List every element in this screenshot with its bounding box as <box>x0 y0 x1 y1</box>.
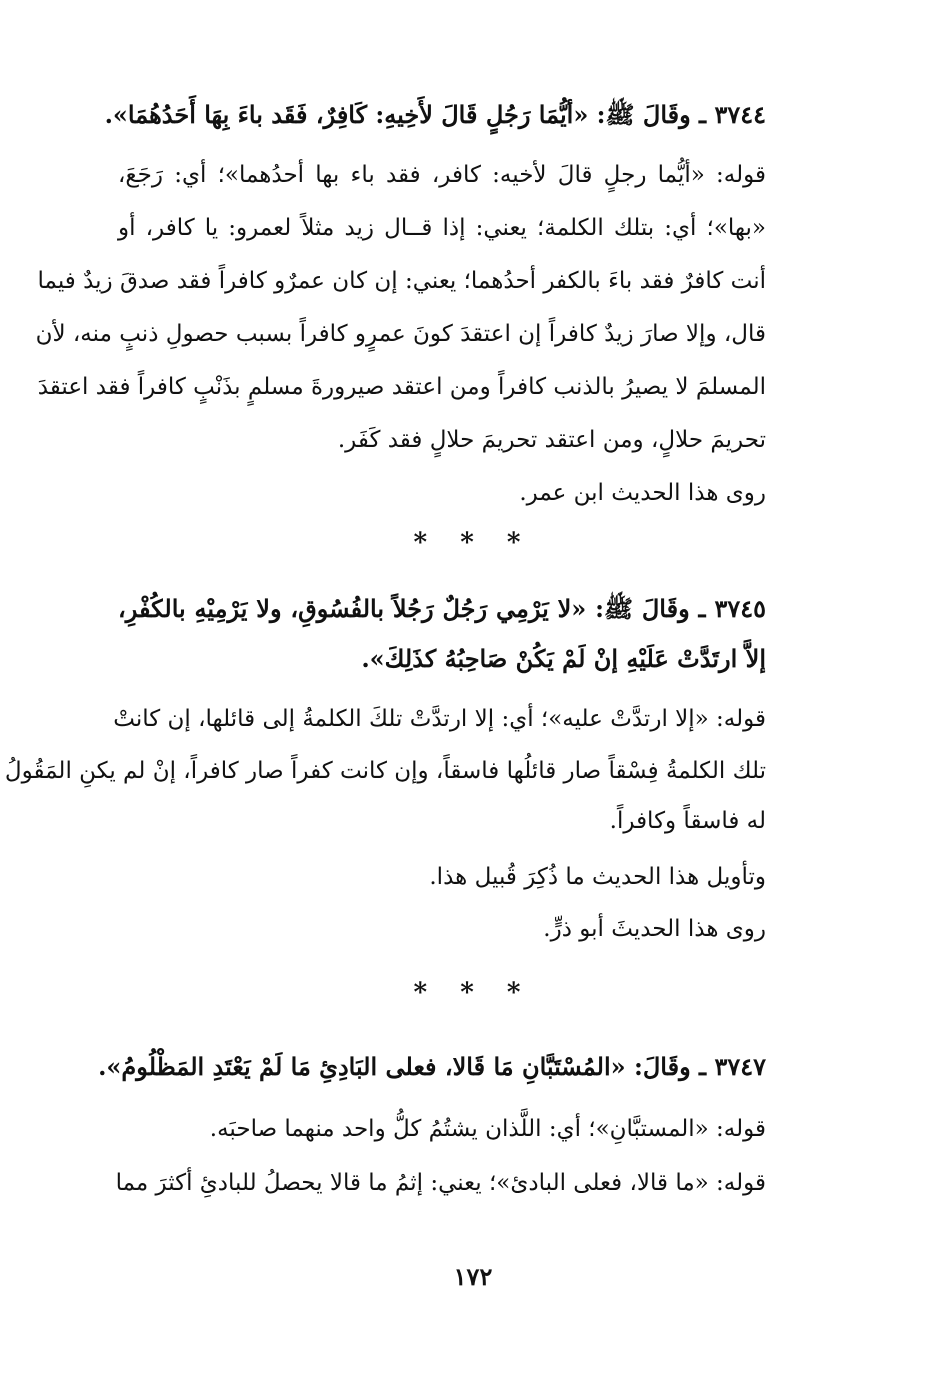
page-number: ١٧٢ <box>453 1262 493 1291</box>
commentary-line: تحريمَ حلالٍ، ومن اعتقد تحريمَ حلالٍ فقد كَفَر. <box>337 427 766 453</box>
commentary-line: المسلمَ لا يصيرُ بالذنب كافراً ومن اعتقد صيرورةَ مسلمٍ بذَنْبٍ كافراً فقد اعتقدَ <box>37 374 766 400</box>
commentary-line: قوله: «إلا ارتدَّتْ عليه»؛ أي: إلا ارتدَّتْ تلكَ الكلمةُ إلى قائلها، إن كانتْ <box>113 706 766 732</box>
commentary-line: له فاسقاً وكافراً. <box>609 808 766 834</box>
commentary-line: قوله: «ما قالا، فعلى البادئ»؛ يعني: إثمُ ما قالا يحصلُ للبادئِ أكثرَ مما <box>115 1170 766 1196</box>
commentary-line: أنت كافرٌ فقد باءَ بالكفر أحدُهما؛ يعني: إن كان عمرٌو كافراً فقد صدقَ زيدٌ فيما <box>37 268 766 294</box>
hadith-3747-text: ٣٧٤٧ ـ وقَالَ: «المُسْتَبَّانِ مَا قَالا، فعلى البَادِئِ مَا لَمْ يَعْتَدِ المَظْلُومُ». <box>98 1052 766 1081</box>
narrator-line: وتأويل هذا الحديث ما ذُكِرَ قُبيل هذا. <box>429 864 766 890</box>
commentary-line: تلك الكلمةُ فِسْقاً صار قائلُها فاسقاً، وإن كانت كفراً صار كافراً، إنْ لم يكنِ المَقُولُ <box>4 758 766 784</box>
narrator-line: روى هذا الحديث ابن عمر. <box>519 480 766 506</box>
hadith-3744-text: ٣٧٤٤ ـ وقَالَ ﷺ: «أيُّمَا رَجُلٍ قَالَ لأَخِيهِ: كَافِرٌ، فَقَد باءَ بِهَا أَحَدُهُمَا». <box>104 100 766 129</box>
section-separator: * * * <box>413 978 533 1008</box>
commentary-line: قوله: «المستبَّانِ»؛ أي: اللَّذان يشتُمُ كلُّ واحد منهما صاحبَه. <box>209 1116 766 1142</box>
commentary-line: «بها»؛ أي: بتلك الكلمة؛ يعني: إذا قــال زيد مثلاً لعمرو: يا كافر، أو <box>118 215 766 241</box>
commentary-line: قوله: «أيُّما رجلٍ قالَ لأخيه: كافر، فقد باء بها أحدُهما»؛ أي: رَجَعَ، <box>118 162 766 188</box>
hadith-3745-text: ٣٧٤٥ ـ وقَالَ ﷺ: «لا يَرْمِي رَجُلٌ رَجُلاً بالفُسُوقِ، ولا يَرْمِيْهِ بالكُفْرِ، <box>118 594 766 623</box>
hadith-3745-text: إلاَّ ارتَدَّتْ عَلَيْهِ إنْ لَمْ يَكُنْ صَاحِبُهُ كذَلِكَ». <box>361 644 766 673</box>
commentary-line: قال، وإلا صارَ زيدٌ كافراً إن اعتقدَ كونَ عمرٍو كافراً بسبب حصولِ ذنبٍ منه، لأن <box>35 321 766 347</box>
narrator-line: روى هذا الحديثَ أبو ذرٍّ. <box>543 916 766 942</box>
section-separator: * * * <box>413 528 533 558</box>
